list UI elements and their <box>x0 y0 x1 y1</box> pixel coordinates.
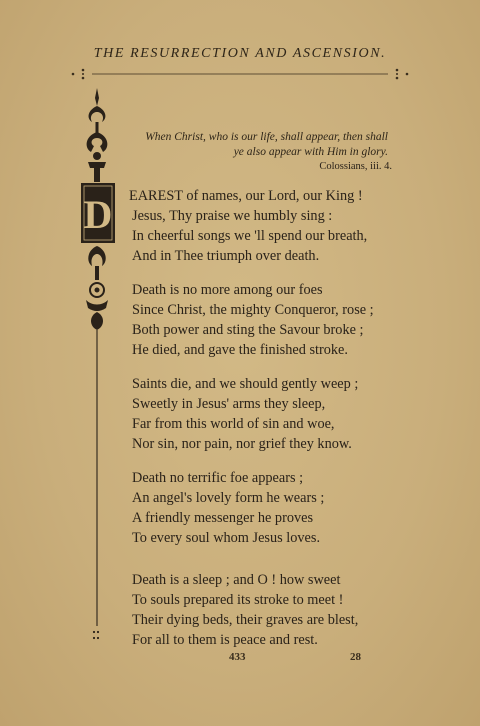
verse-line: For all to them is peace and rest. <box>132 632 318 648</box>
verse-line: A friendly messenger he proves <box>132 510 314 526</box>
drop-cap <box>80 182 116 244</box>
ornamental-rule <box>70 66 410 82</box>
verse-line: Death no terrific foe appears ; <box>132 470 304 486</box>
verse-line: Death is no more among our foes <box>132 282 323 298</box>
verse-line: Since Christ, the mighty Conqueror, rose ; <box>132 302 374 318</box>
verse-line: Sweetly in Jesus' arms they sleep, <box>132 396 326 412</box>
decorative-border-ornament <box>82 86 112 646</box>
running-head: THE RESURRECTION AND ASCENSION. <box>93 46 387 61</box>
epigraph-line-2: ye also appear with Him in glory. <box>233 146 388 158</box>
verse-line: Far from this world of sin and woe, <box>132 416 335 432</box>
verse-line: And in Thee triumph over death. <box>132 248 320 264</box>
verse-line: He died, and gave the finished stroke. <box>132 342 348 358</box>
verse-line: Both power and sting the Savour broke ; <box>132 322 364 338</box>
verse-line: In cheerful songs we 'll spend our breath, <box>132 228 368 244</box>
verse-line: To souls prepared its stroke to meet ! <box>132 592 344 608</box>
verse-line: Death is a sleep ; and O ! how sweet <box>132 572 341 588</box>
page-number: 433 <box>229 651 246 663</box>
epigraph-reference: Colossians, iii. 4. <box>319 161 392 172</box>
verse-line: To every soul whom Jesus loves. <box>132 530 321 546</box>
verse-line: An angel's lovely form he wears ; <box>132 490 325 506</box>
epigraph-line-1: When Christ, who is our life, shall appear, then shall <box>145 131 388 143</box>
verse-line: Jesus, Thy praise we humbly sing : <box>132 208 333 224</box>
drop-cap-letter: D <box>83 192 113 237</box>
verse-line: Saints die, and we should gently weep ; <box>132 376 359 392</box>
verse-line: EAREST of names, our Lord, our King ! <box>129 188 363 204</box>
verse-line: Nor sin, nor pain, nor grief they know. <box>132 436 352 452</box>
signature-mark: 28 <box>350 651 361 663</box>
verse-line: Their dying beds, their graves are blest, <box>132 612 359 628</box>
